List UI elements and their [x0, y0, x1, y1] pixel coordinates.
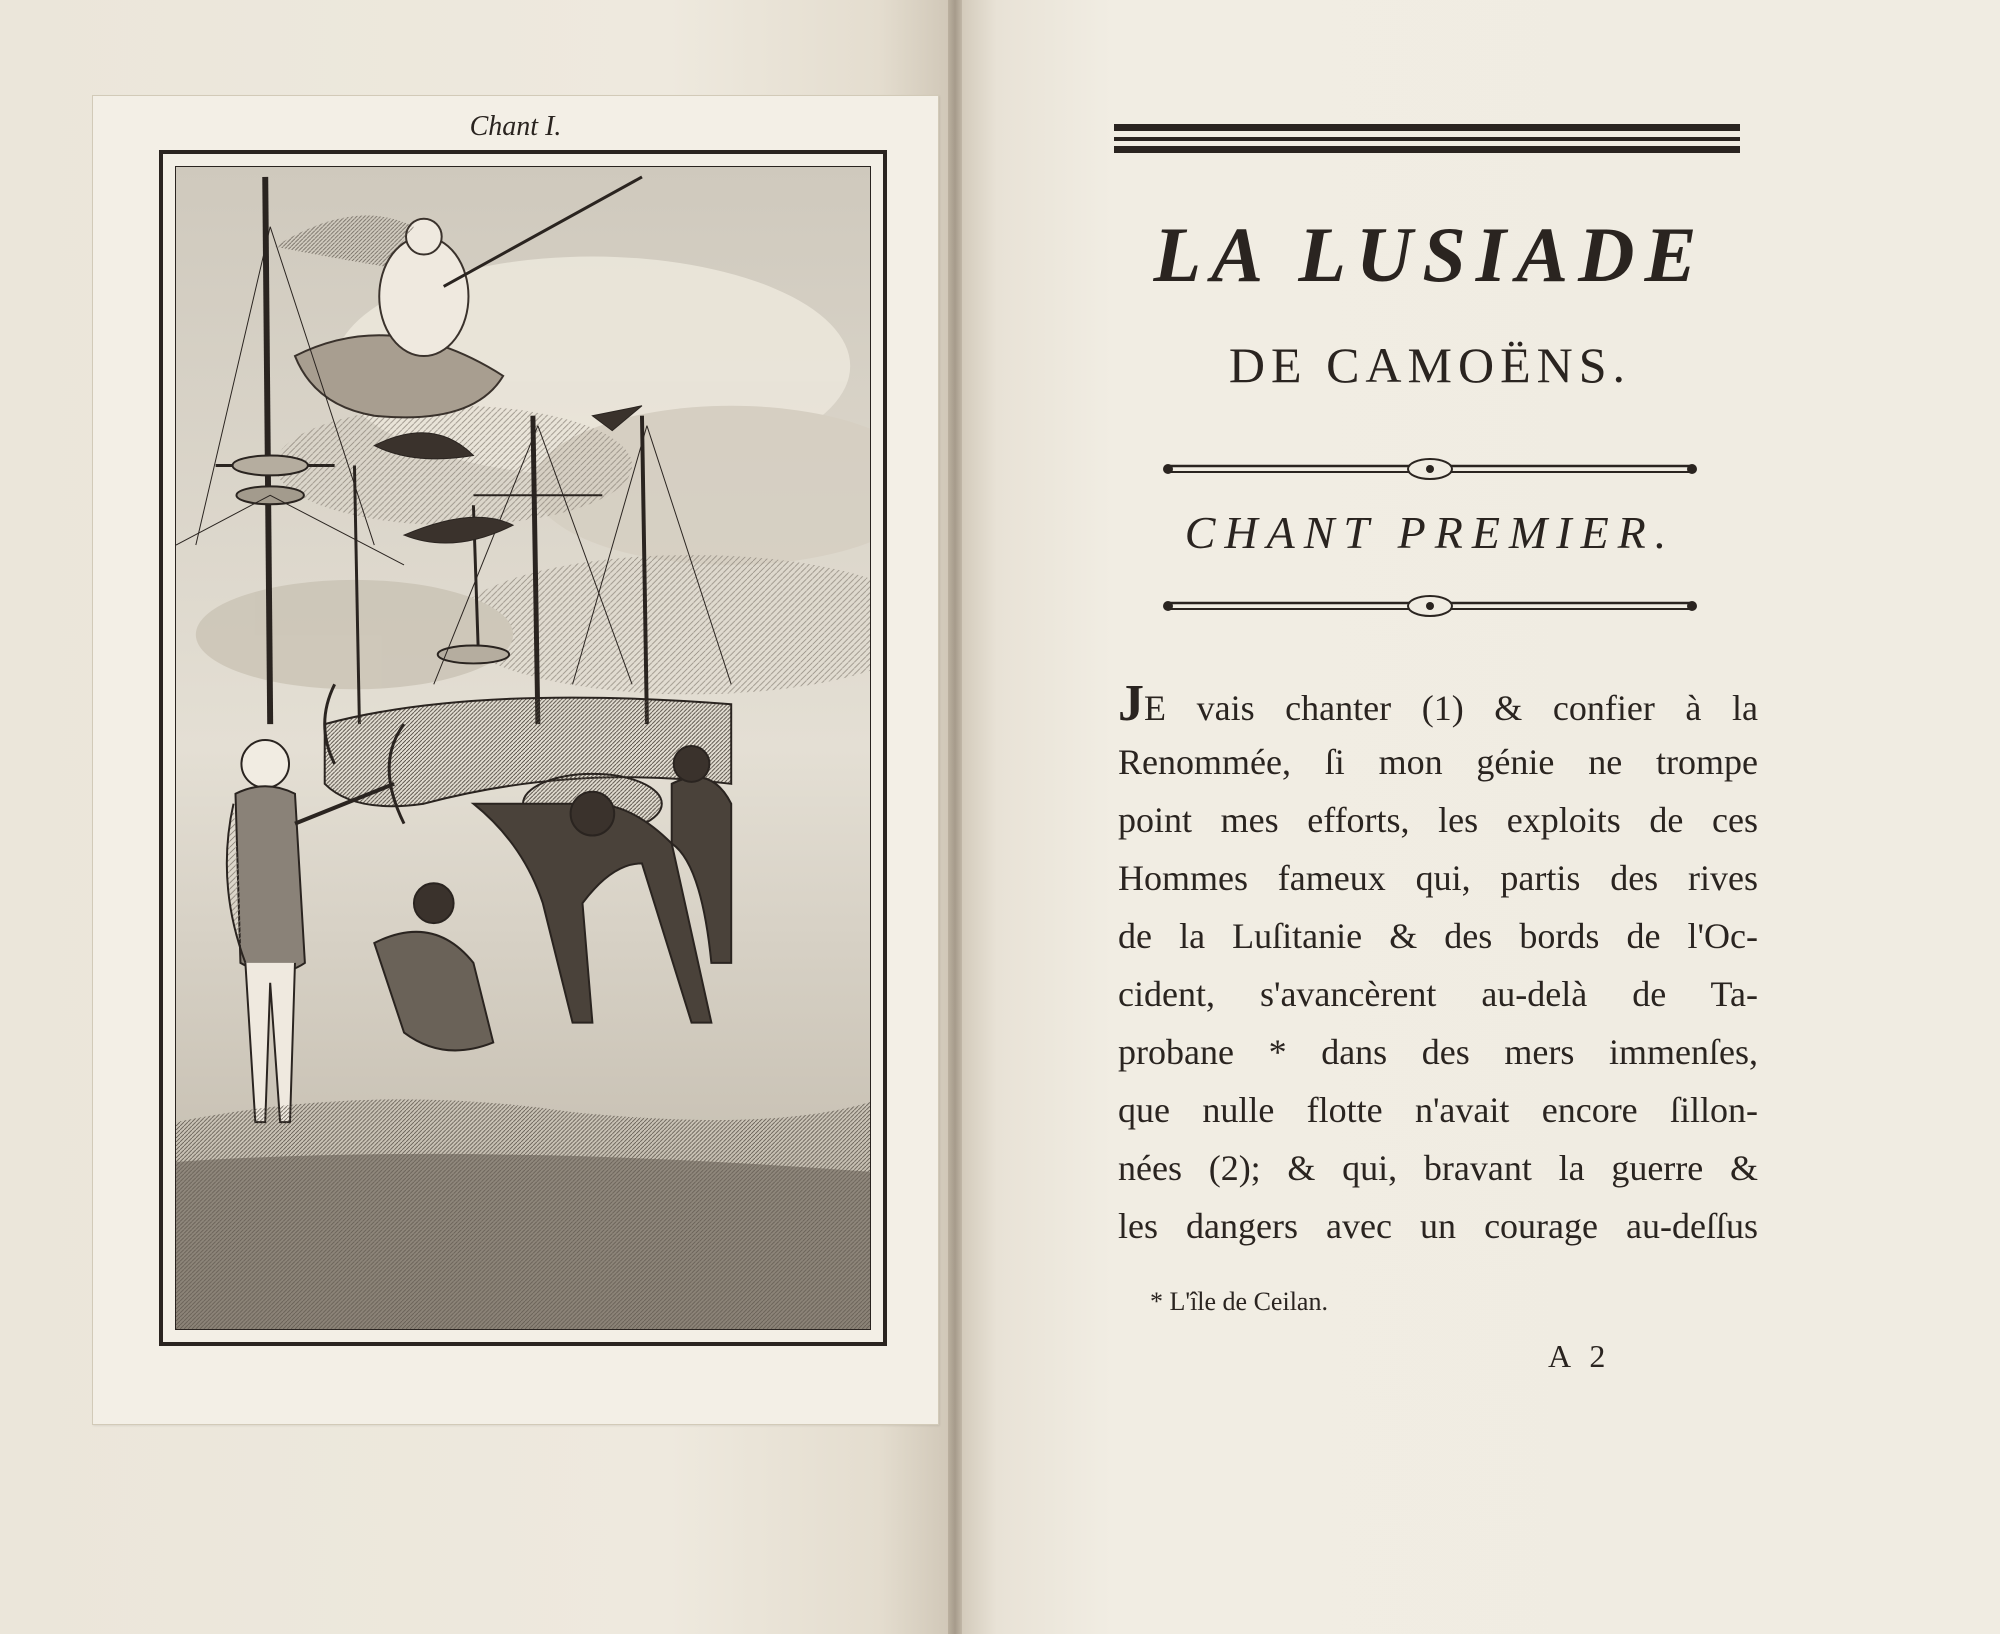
chapter-heading: CHANT PREMIER.: [1184, 507, 1676, 558]
text-line: nées (2); & qui, bravant la guerre &: [1118, 1148, 1758, 1188]
text-line: Hommes fameux qui, partis des rives: [1118, 858, 1758, 898]
engraving-frame: [159, 150, 887, 1346]
drop-cap: J: [1118, 675, 1144, 732]
engraving-svg: [176, 167, 870, 1329]
body-text: [1118, 675, 1758, 1255]
left-page: [0, 0, 955, 1634]
text-line: probane * dans des mers immenſes,: [1118, 1032, 1758, 1072]
book-title: LA LUSIADE: [1153, 211, 1707, 298]
text-line: que nulle flotte n'avait encore ſillon-: [1118, 1090, 1758, 1130]
text-line: Renommée, ſi mon génie ne trompe: [1118, 742, 1758, 782]
text-line: de la Luſitanie & des bords de l'Oc-: [1118, 916, 1758, 956]
engraved-plate: [92, 95, 939, 1425]
text-line: les dangers avec un courage au-deſſus: [1118, 1206, 1758, 1246]
signature-mark: A 2: [1548, 1338, 1612, 1374]
book-gutter: [948, 0, 962, 1634]
text-line: cident, s'avancèrent au-delà de Ta-: [1118, 974, 1758, 1014]
text-line: JE vais chanter (1) & confier à la: [1118, 675, 1758, 732]
ornament-rule-bottom: [1160, 591, 1700, 621]
ornament-rule-top: [1160, 454, 1700, 484]
book-author: DE CAMOËNS.: [1228, 337, 1632, 393]
footnote: * L'île de Ceilan.: [1150, 1287, 1328, 1316]
header-rule: [1114, 124, 1740, 154]
text-line: point mes efforts, les exploits de ces: [1118, 800, 1758, 840]
plate-caption: Chant I.: [469, 111, 562, 142]
engraving-illustration: [175, 166, 871, 1330]
